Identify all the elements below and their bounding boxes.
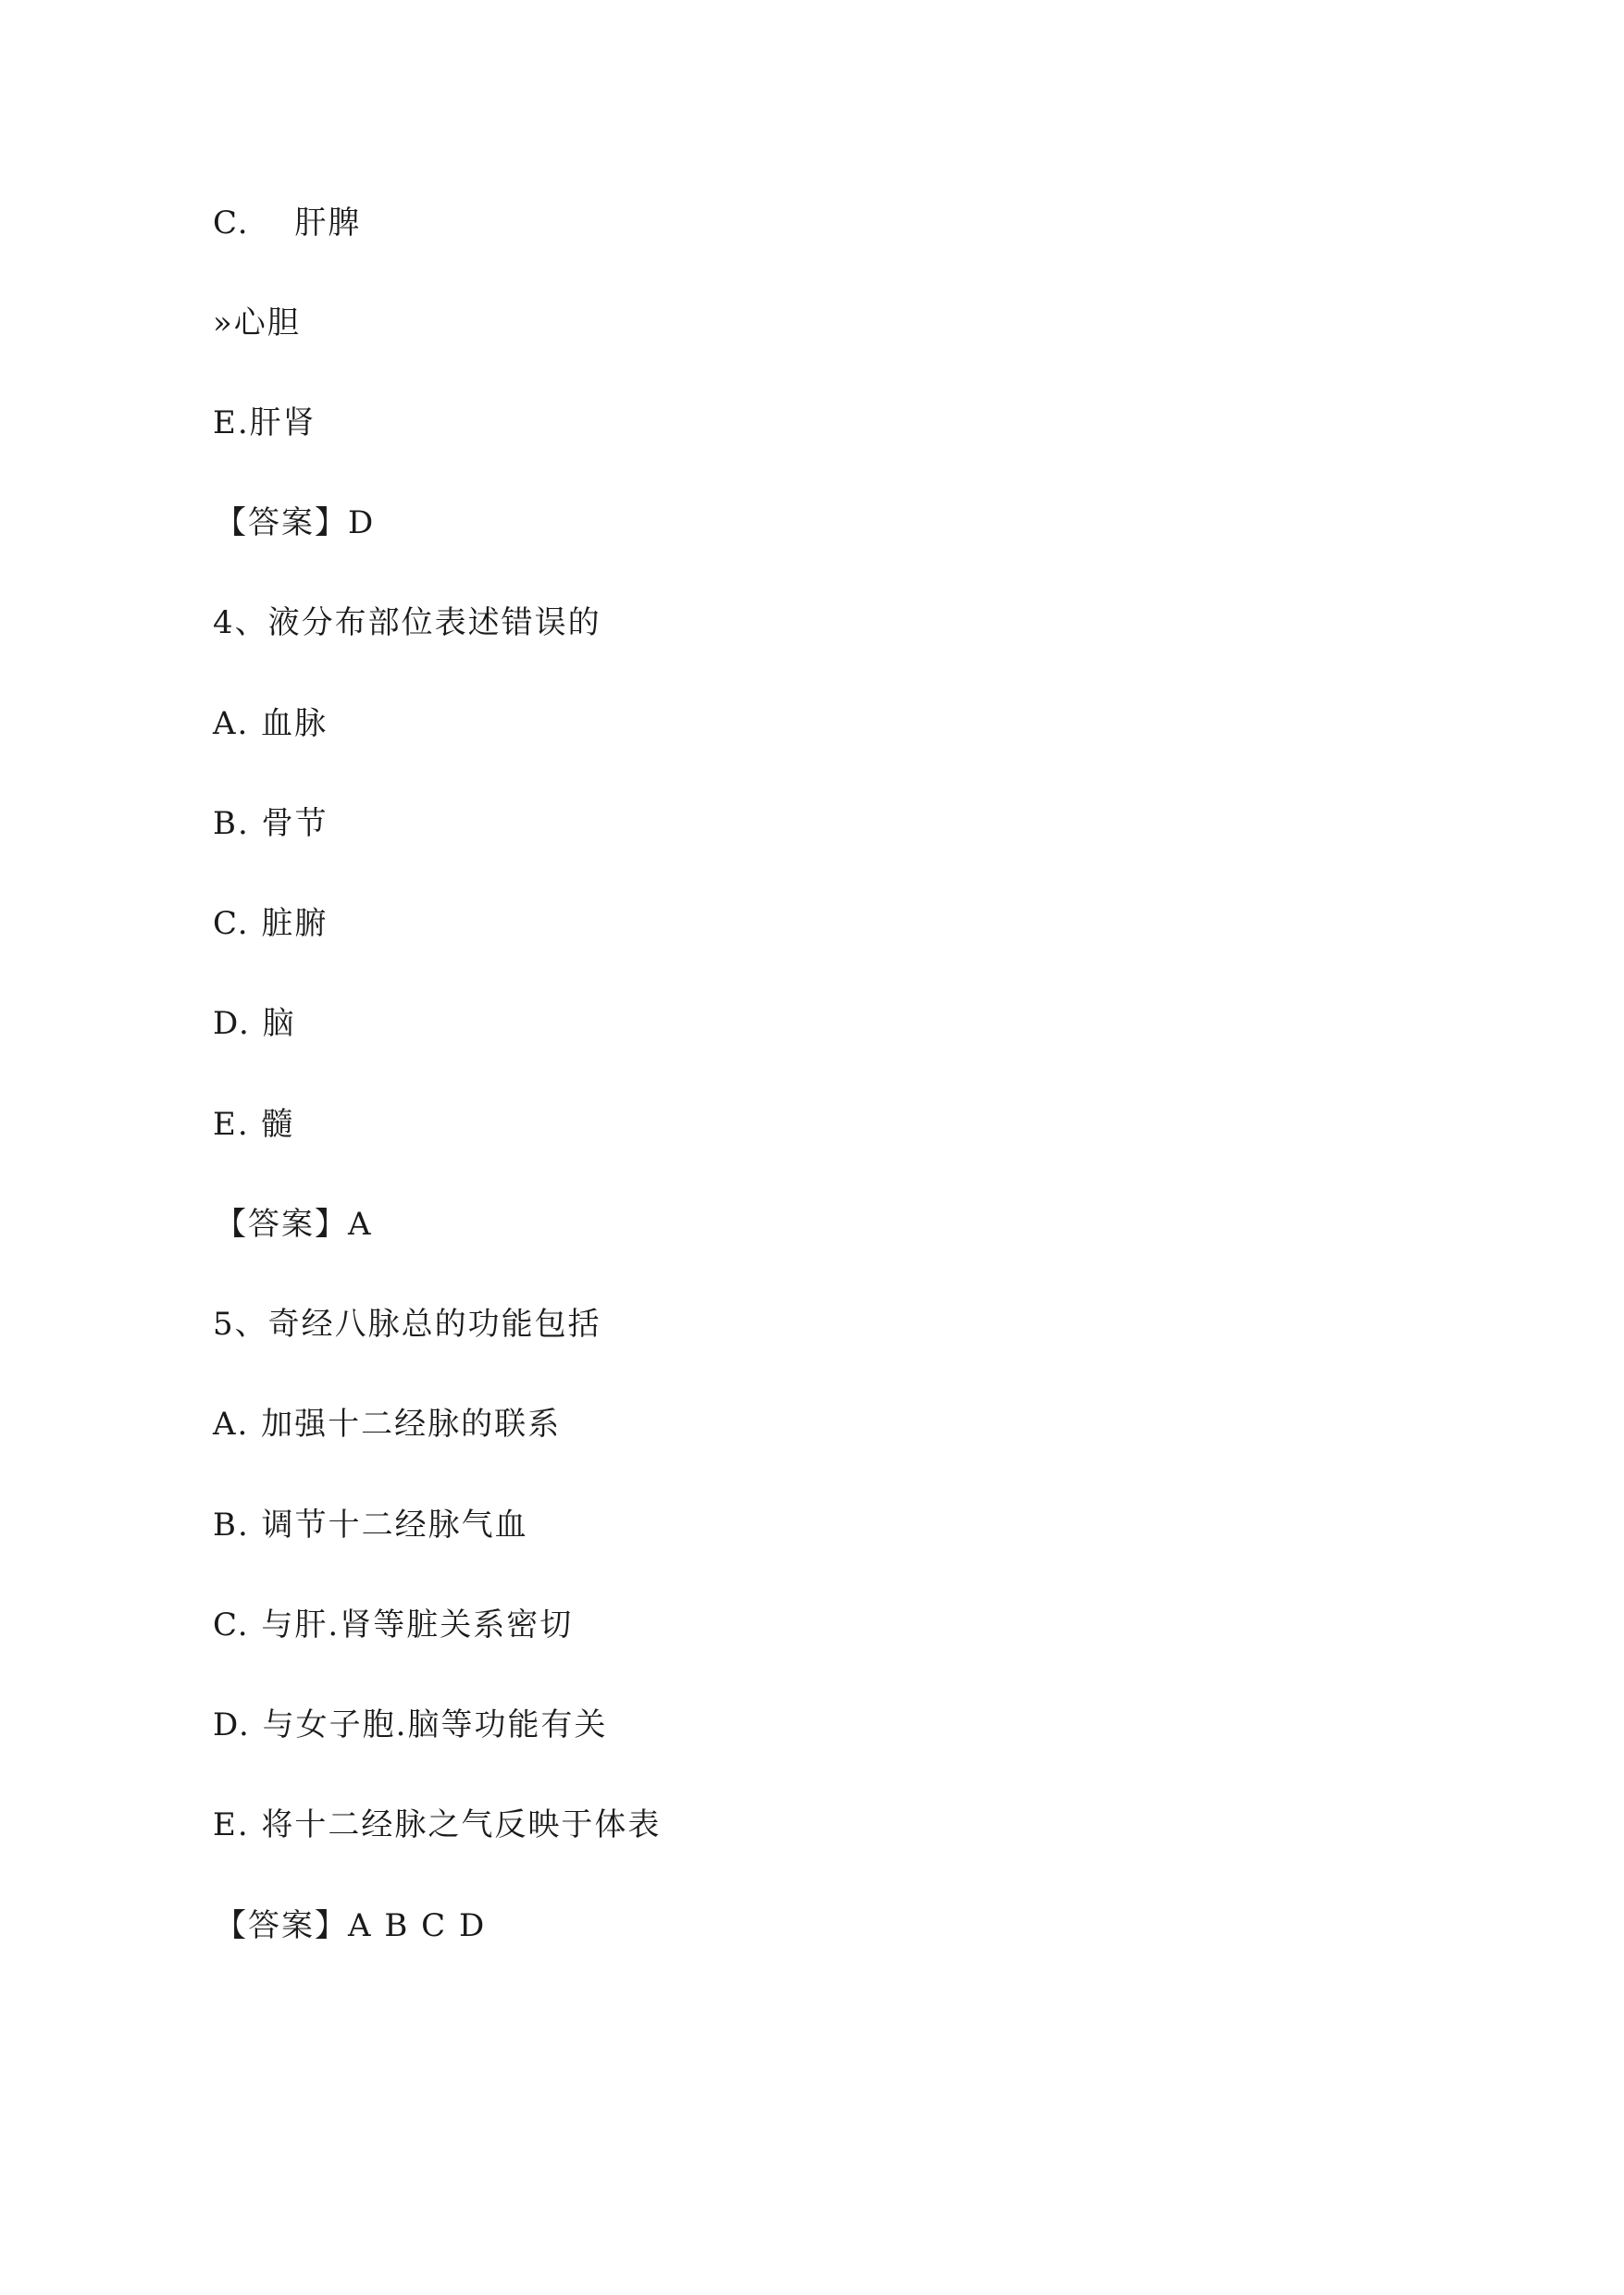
option-c-line: C. 脏腑 [213,905,329,942]
answer-line: 【答案】A [215,1206,373,1243]
option-e-line: E. 髓 [213,1106,295,1143]
option-a-line: A. 血脉 [213,705,329,742]
option-a-line: A. 加强十二经脉的联系 [213,1406,562,1443]
option-b-line: B. 调节十二经脉气血 [213,1507,528,1544]
answer-line: 【答案】A B C D [215,1907,487,1944]
option-d-line: D. 脑 [213,1005,296,1042]
option-e-line: E.肝肾 [213,404,316,441]
answer-line: 【答案】D [215,504,376,541]
option-c-line: C. 与肝.肾等脏关系密切 [213,1606,574,1644]
option-e-line: E. 将十二经脉之气反映于体表 [213,1806,662,1843]
option-d-line: »心胆 [213,304,301,341]
question-4-line: 4、液分布部位表述错误的 [213,604,601,641]
option-d-line: D. 与女子胞.脑等功能有关 [213,1706,608,1743]
option-b-line: B. 骨节 [213,805,329,842]
question-5-line: 5、奇经八脉总的功能包括 [213,1306,601,1343]
option-c-line: C. 肝脾 [213,205,362,242]
